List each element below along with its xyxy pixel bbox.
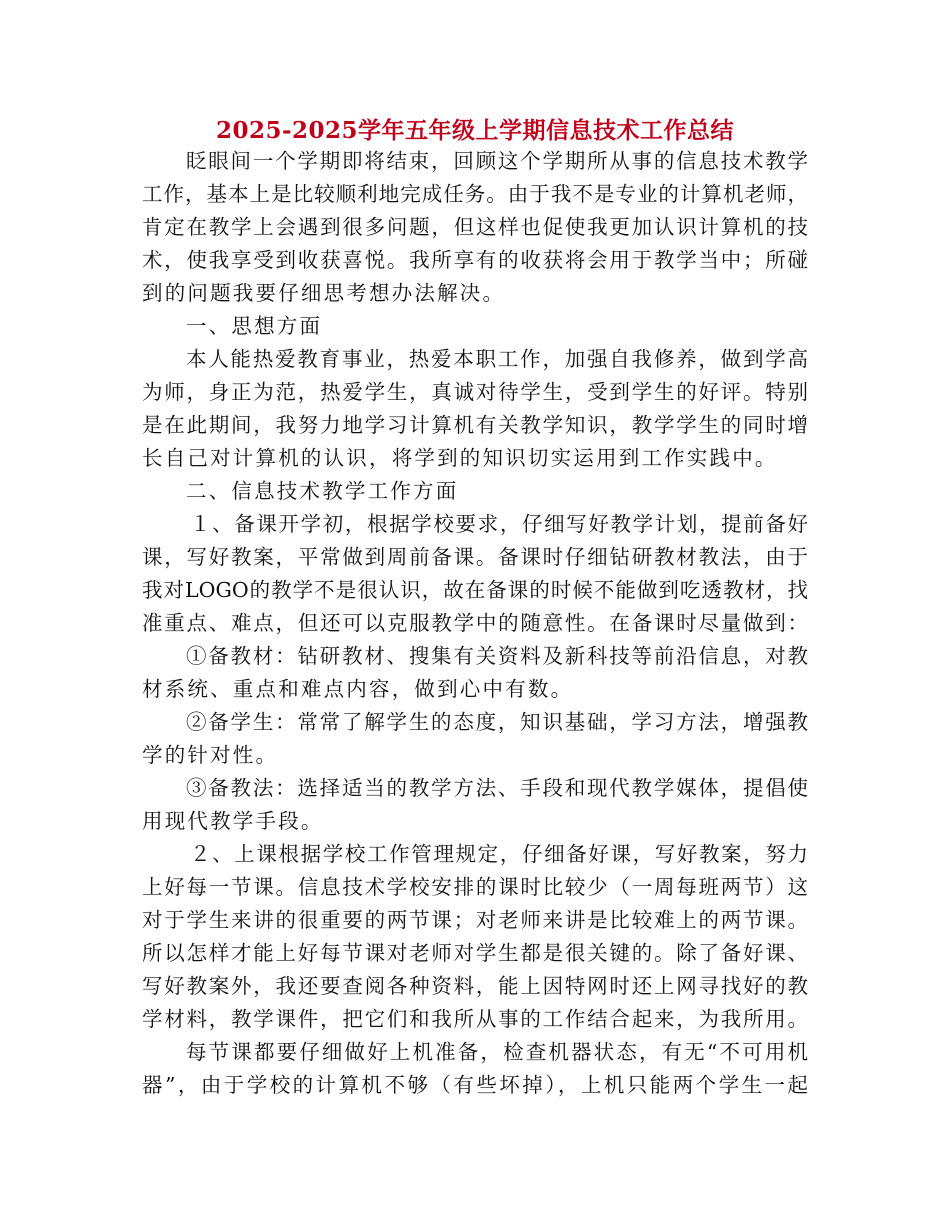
paragraph-line: 对于学生来讲的很重要的两节课；对老师来讲是比较难上的两节课。 <box>142 908 808 932</box>
paragraph-line: ①备教材：钻研教材、搜集有关资料及新科技等前沿信息，对教 <box>186 644 808 668</box>
paragraph-line: 为师，身正为范，热爱学生，真诚对待学生，受到学生的好评。特别 <box>142 380 808 404</box>
document-title: 2025-2025学年五年级上学期信息技术工作总结 <box>215 117 735 144</box>
paragraph-line: 本人能热爱教育事业，热爱本职工作，加强自我修养，做到学高 <box>186 347 808 371</box>
paragraph-line: 工作，基本上是比较顺利地完成任务。由于我不是专业的计算机老师， <box>142 182 808 206</box>
paragraph-line: 学的针对性。 <box>142 743 279 767</box>
paragraph-line: 肯定在教学上会遇到很多问题，但这样也促使我更加认识计算机的技 <box>142 215 808 239</box>
paragraph-line: 上好每一节课。信息技术学校安排的课时比较少（一周每班两节）这 <box>142 875 808 899</box>
paragraph-line: 学材料，教学课件，把它们和我所从事的工作结合起来，为我所用。 <box>142 1007 808 1031</box>
paragraph-line: 材系统、重点和难点内容，做到心中有数。 <box>142 677 574 701</box>
paragraph-line: 器”，由于学校的计算机不够（有些坏掉），上机只能两个学生一起 <box>142 1073 808 1097</box>
paragraph-line: 术，使我享受到收获喜悦。我所享有的收获将会用于教学当中；所碰 <box>142 248 808 272</box>
paragraph-line: ②备学生：常常了解学生的态度，知识基础，学习方法，增强教 <box>186 710 808 734</box>
paragraph-line: 准重点、难点，但还可以克服教学中的随意性。在备课时尽量做到： <box>142 611 808 635</box>
paragraph-line: 用现代教学手段。 <box>142 809 324 833</box>
paragraph-line: 是在此期间，我努力地学习计算机有关教学知识，教学学生的同时增 <box>142 413 808 437</box>
paragraph-line: 长自己对计算机的认识，将学到的知识切实运用到工作实践中。 <box>142 446 778 470</box>
paragraph-line: 课，写好教案，平常做到周前备课。备课时仔细钻研教材教法，由于 <box>142 545 808 569</box>
section-heading: 一、思想方面 <box>186 314 323 338</box>
paragraph-line: 我对LOGO的教学不是很认识，故在备课的时候不能做到吃透教材，找 <box>142 578 808 602</box>
paragraph-line: ２、上课根据学校工作管理规定，仔细备好课，写好教案，努力 <box>190 842 808 866</box>
paragraph-line: 写好教案外，我还要查阅各种资料，能上因特网时还上网寻找好的教 <box>142 974 808 998</box>
section-heading: 二、信息技术教学工作方面 <box>186 479 459 503</box>
paragraph-line: 眨眼间一个学期即将结束，回顾这个学期所从事的信息技术教学 <box>186 149 808 173</box>
paragraph-line: １、备课开学初，根据学校要求，仔细写好教学计划，提前备好 <box>190 512 808 536</box>
paragraph-line: ③备教法：选择适当的教学方法、手段和现代教学媒体，提倡使 <box>186 776 808 800</box>
paragraph-line: 所以怎样才能上好每节课对老师对学生都是很关键的。除了备好课、 <box>142 941 808 965</box>
paragraph-line: 每节课都要仔细做好上机准备，检查机器状态，有无“不可用机 <box>186 1040 808 1064</box>
paragraph-line: 到的问题我要仔细思考想办法解决。 <box>142 281 506 305</box>
